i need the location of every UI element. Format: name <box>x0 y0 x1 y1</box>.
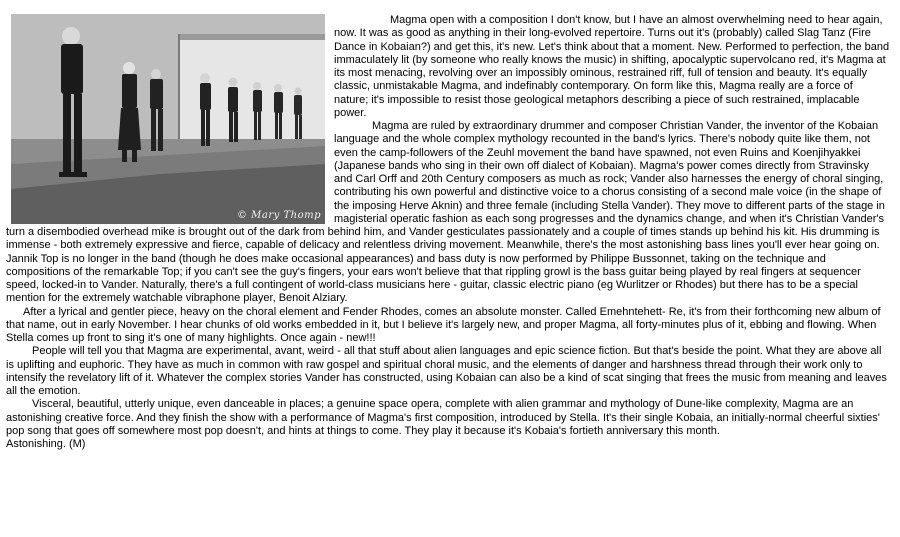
band-photo <box>11 14 325 224</box>
signoff: Astonishing. (M) <box>6 438 86 450</box>
paragraph-visceral: Visceral, beautiful, utterly unique, even danceable in places; a genuine space opera, complete with alien grammar and mythology of Dune-like complexity, Magma are an astonishing creative force. And they finish the show with a performance of Magma's first composition, introduced by Stella. It's their single Kobaia, an initially-normal cheerful sixties' pop song that goes off somewhere most pop doesn't, and hints at things to come. They play it because it's Kobaia's fortieth anniversary this month. <box>6 398 880 437</box>
paragraph-intro: Magma open with a composition I don't know, but I have an almost overwhelming need to hear again, now. It was as good as anything in their long-evolved repertoire. Turns out it's (probably) called Slag Tanz (Fire Dance in Kobaian?) and get this, it's new. Let's think about that a moment. New. Performed to perfection, the band immaculately lit (by someone who really knows the music) in shifting, apocalyptic supervolcano red, it's Magma at its most menacing, revolving over an impossibly ominous, restrained riff, full of tension and beauty. It's equally classic, unmistakable Magma, and indefinably contemporary. On form like this, Magma really are a force of nature; it's impossible to resist those geological metaphors describing a piece of such restrained, implacable power. <box>334 14 890 119</box>
paragraph-experimental: People will tell you that Magma are experimental, avant, weird - all that stuff about alien languages and epic science fiction. But that's beside the point. What they are above all is uplifting and euphoric. They have as much in common with raw gospel and spiritual choral music, and the elements of danger and harshness thread through their work only to intensify the revelatory lift of it. Whatever the complex stories Vander has constructed, using Kobaian can also be a kind of scat singing that frees the music from meaning and leaves all the emotion. <box>6 345 887 397</box>
band-photo-image <box>11 14 325 224</box>
paragraph-vander: Magma are ruled by extraordinary drummer and composer Christian Vander, the inventor of the Kobaian language and the whole complex mythology recounted in the band's lyrics. There's nobody quite like them, not even the camp-followers of the Zeuhl movement the band have spawned, not even Ruins and Koenjihyakkei (Japanese bands who sing in their own off dialect of Kobaian). Magma's power comes directly from Stravinsky and Carl Orff and 20th Century composers as much as rock; Vander also harnesses the energy of choral singing, contributing his own powerful and distinctive voice to a chorus consisting of a second male voice (in the shape of the imposing Herve Aknin) and three female (including Stella Vander). They move to different parts of the stage in magisterial operatic fashion as each song progresses and the dynamics change, and when it's Christian Vander's turn a disembodied overhead mike is brought out of the dark from behind him, and Vander gesticulates passionately and a couple of times stands up behind his kit. His drumming is immense - both extremely expressive and fierce, capable of delicacy and relentless driving movement. Meanwhile, there's the most astonishing bass lines you'll ever hear going on. Jannik Top is no longer in the band (though he does make occasional appearances) and bass duty is now performed by Philippe Bussonnet, taking on the technique and compositions of the remarkable Top; if you can't see the guy's fingers, your ears won't believe that that rippling growl is the bass guitar being played by real fingers at sequencer speed, locked-in to Vander. Naturally, there's a full contingent of world-class musicians here - guitar, classic electric piano (eg Wurlitzer or Rhodes) but there has to be a special mention for the extremely watchable vibraphone player, Benoit Alziary. <box>6 120 885 305</box>
article <box>6 14 890 451</box>
paragraph-emehntehett: After a lyrical and gentler piece, heavy on the choral element and Fender Rhodes, comes an absolute monster. Called Emehntehett- Re, it's from their forthcoming new album of that name, out in early November. I hear chunks of old works embedded in it, but I believe it's largely new, and proper Magma, all forty-minutes plus of it, ebbing and flowing. When Stella comes up front to sing it's one of many highlights. Once again - new!!! <box>6 305 881 344</box>
photo-credit: © Mary Thomp <box>236 209 321 221</box>
